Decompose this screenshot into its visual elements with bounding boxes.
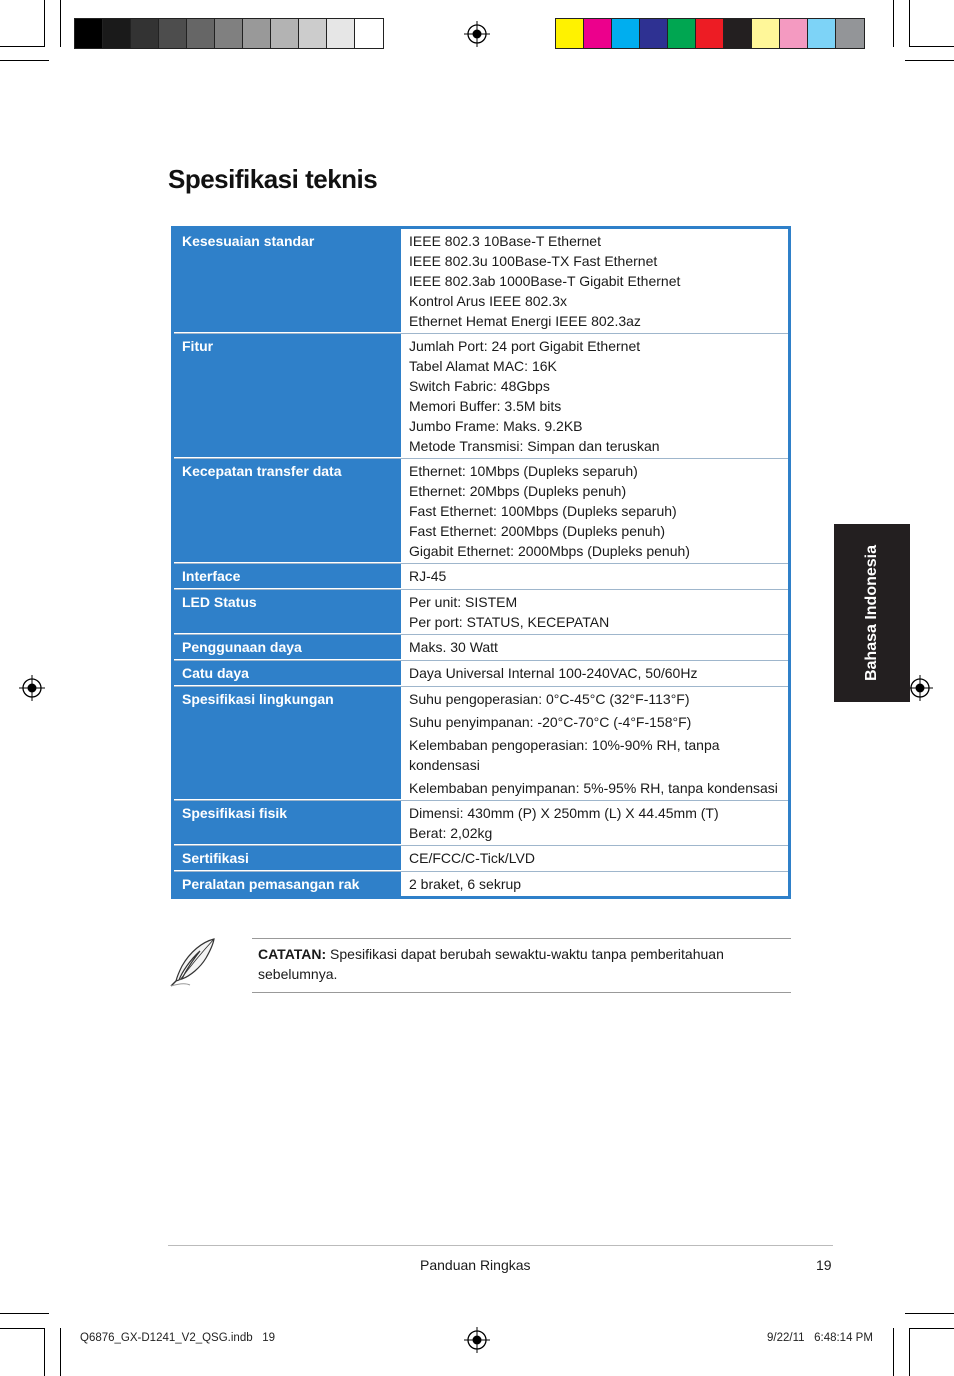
color-swatch bbox=[159, 19, 187, 48]
spec-value: Kontrol Arus IEEE 802.3x bbox=[409, 293, 567, 309]
spec-row bbox=[174, 661, 788, 687]
spec-table bbox=[171, 226, 791, 899]
spec-row bbox=[174, 635, 788, 661]
spec-value: 2 braket, 6 sekrup bbox=[409, 876, 522, 892]
spec-label: Peralatan pemasangan rak bbox=[174, 872, 401, 896]
crop-mark bbox=[44, 0, 45, 47]
color-swatch bbox=[187, 19, 215, 48]
crop-mark bbox=[60, 0, 61, 47]
color-swatch bbox=[696, 19, 724, 48]
color-swatch bbox=[215, 19, 243, 48]
spec-label: Spesifikasi fisik bbox=[174, 801, 401, 845]
color-swatch bbox=[556, 19, 584, 48]
spec-value: Ethernet: 10Mbps (Dupleks separuh) bbox=[409, 463, 638, 479]
spec-values bbox=[401, 564, 788, 589]
crop-mark bbox=[909, 0, 910, 47]
color-swatch bbox=[299, 19, 327, 48]
crop-mark bbox=[893, 1328, 894, 1376]
registration-mark-icon bbox=[464, 21, 490, 47]
spec-values bbox=[401, 801, 788, 845]
language-side-tab bbox=[834, 524, 910, 702]
color-swatch bbox=[836, 19, 864, 48]
color-swatch bbox=[780, 19, 808, 48]
grayscale-color-bar bbox=[74, 18, 384, 49]
spec-value: Memori Buffer: 3.5M bits bbox=[409, 398, 562, 414]
spec-row bbox=[174, 872, 788, 896]
spec-value: Berat: 2,02kg bbox=[409, 825, 493, 841]
spec-value: Gigabit Ethernet: 2000Mbps (Dupleks penuh) bbox=[409, 543, 690, 559]
spec-value: Daya Universal Internal 100-240VAC, 50/60Hz bbox=[409, 665, 698, 681]
spec-values bbox=[401, 687, 788, 800]
crop-mark bbox=[44, 1328, 45, 1376]
footer-guide-name: Panduan Ringkas bbox=[420, 1257, 531, 1273]
spec-value: Suhu penyimpanan: -20°C-70°C (-4°F-158°F) bbox=[409, 714, 692, 730]
spec-row bbox=[174, 590, 788, 635]
spec-row bbox=[174, 334, 788, 459]
crop-mark bbox=[60, 1328, 61, 1376]
footer-page-number: 19 bbox=[816, 1257, 832, 1273]
spec-label: Fitur bbox=[174, 334, 401, 458]
crop-mark bbox=[893, 0, 894, 47]
spec-values bbox=[401, 635, 788, 660]
color-swatch bbox=[327, 19, 355, 48]
spec-value: Switch Fabric: 48Gbps bbox=[409, 378, 550, 394]
spec-label: Penggunaan daya bbox=[174, 635, 401, 660]
feather-pen-icon bbox=[168, 936, 218, 988]
spec-value: Ethernet: 20Mbps (Dupleks penuh) bbox=[409, 483, 627, 499]
spec-value: IEEE 802.3ab 1000Base-T Gigabit Ethernet bbox=[409, 273, 681, 289]
spec-value: Maks. 30 Watt bbox=[409, 639, 498, 655]
side-tab-label: Bahasa Indonesia bbox=[863, 544, 880, 682]
color-swatch bbox=[131, 19, 159, 48]
cmyk-color-bar bbox=[555, 18, 865, 49]
spec-values bbox=[401, 661, 788, 686]
slug-file: Q6876_GX-D1241_V2_QSG.indb 19 bbox=[80, 1332, 275, 1344]
spec-value: Jumlah Port: 24 port Gigabit Ethernet bbox=[409, 338, 641, 354]
spec-row bbox=[174, 459, 788, 564]
spec-label: Kesesuaian standar bbox=[174, 229, 401, 333]
color-swatch bbox=[75, 19, 103, 48]
crop-mark bbox=[0, 60, 49, 61]
spec-row bbox=[174, 801, 788, 846]
spec-value: Dimensi: 430mm (P) X 250mm (L) X 44.45mm (T) bbox=[409, 805, 719, 821]
color-swatch bbox=[103, 19, 131, 48]
crop-mark bbox=[909, 46, 954, 47]
note-label: CATATAN: bbox=[258, 946, 327, 962]
spec-row bbox=[174, 564, 788, 590]
spec-value: Fast Ethernet: 200Mbps (Dupleks penuh) bbox=[409, 523, 666, 539]
registration-mark-icon bbox=[907, 675, 933, 701]
spec-value: IEEE 802.3u 100Base-TX Fast Ethernet bbox=[409, 253, 658, 269]
spec-value: Ethernet Hemat Energi IEEE 802.3az bbox=[409, 313, 641, 329]
color-swatch bbox=[271, 19, 299, 48]
crop-mark bbox=[905, 60, 954, 61]
spec-value: Kelembaban pengoperasian: 10%-90% RH, tanpa kondensasi bbox=[409, 737, 720, 773]
color-swatch bbox=[640, 19, 668, 48]
color-swatch bbox=[584, 19, 612, 48]
spec-label: Interface bbox=[174, 564, 401, 589]
crop-mark bbox=[909, 1328, 910, 1376]
color-swatch bbox=[243, 19, 271, 48]
spec-value: Metode Transmisi: Simpan dan teruskan bbox=[409, 438, 660, 454]
note-text: Spesifikasi dapat berubah sewaktu-waktu tanpa pemberitahuan sebelumnya. bbox=[258, 946, 724, 982]
color-swatch bbox=[752, 19, 780, 48]
color-swatch bbox=[612, 19, 640, 48]
crop-mark bbox=[905, 1313, 954, 1314]
color-swatch bbox=[355, 19, 383, 48]
spec-label: Sertifikasi bbox=[174, 846, 401, 871]
spec-values bbox=[401, 872, 788, 896]
spec-label: LED Status bbox=[174, 590, 401, 634]
spec-label: Catu daya bbox=[174, 661, 401, 686]
slug-timestamp: 9/22/11 6:48:14 PM bbox=[767, 1332, 873, 1344]
crop-mark bbox=[0, 1328, 44, 1329]
spec-row bbox=[174, 687, 788, 801]
crop-mark bbox=[0, 1313, 49, 1314]
spec-value: RJ-45 bbox=[409, 568, 447, 584]
spec-row bbox=[174, 229, 788, 334]
spec-value: Per port: STATUS, KECEPATAN bbox=[409, 614, 610, 630]
spec-value: Kelembaban penyimpanan: 5%-95% RH, tanpa kondensasi bbox=[409, 780, 778, 796]
spec-values bbox=[401, 846, 788, 871]
page-title: Spesifikasi teknis bbox=[168, 164, 378, 194]
spec-values bbox=[401, 229, 788, 333]
spec-value: Per unit: SISTEM bbox=[409, 594, 518, 610]
spec-values bbox=[401, 459, 788, 563]
spec-row bbox=[174, 846, 788, 872]
registration-mark-icon bbox=[19, 675, 45, 701]
color-swatch bbox=[724, 19, 752, 48]
spec-value: IEEE 802.3 10Base-T Ethernet bbox=[409, 233, 601, 249]
crop-mark bbox=[0, 46, 44, 47]
spec-values bbox=[401, 334, 788, 458]
crop-mark bbox=[909, 1328, 954, 1329]
color-swatch bbox=[808, 19, 836, 48]
footer-divider bbox=[168, 1245, 833, 1246]
spec-value: Tabel Alamat MAC: 16K bbox=[409, 358, 557, 374]
spec-value: Jumbo Frame: Maks. 9.2KB bbox=[409, 418, 583, 434]
spec-value: Fast Ethernet: 100Mbps (Dupleks separuh) bbox=[409, 503, 677, 519]
spec-label: Spesifikasi lingkungan bbox=[174, 687, 401, 800]
note-block bbox=[252, 938, 791, 993]
spec-value: Suhu pengoperasian: 0°C-45°C (32°F-113°F) bbox=[409, 691, 690, 707]
color-swatch bbox=[668, 19, 696, 48]
spec-values bbox=[401, 590, 788, 634]
spec-label: Kecepatan transfer data bbox=[174, 459, 401, 563]
registration-mark-icon bbox=[464, 1327, 490, 1353]
spec-value: CE/FCC/C-Tick/LVD bbox=[409, 850, 535, 866]
